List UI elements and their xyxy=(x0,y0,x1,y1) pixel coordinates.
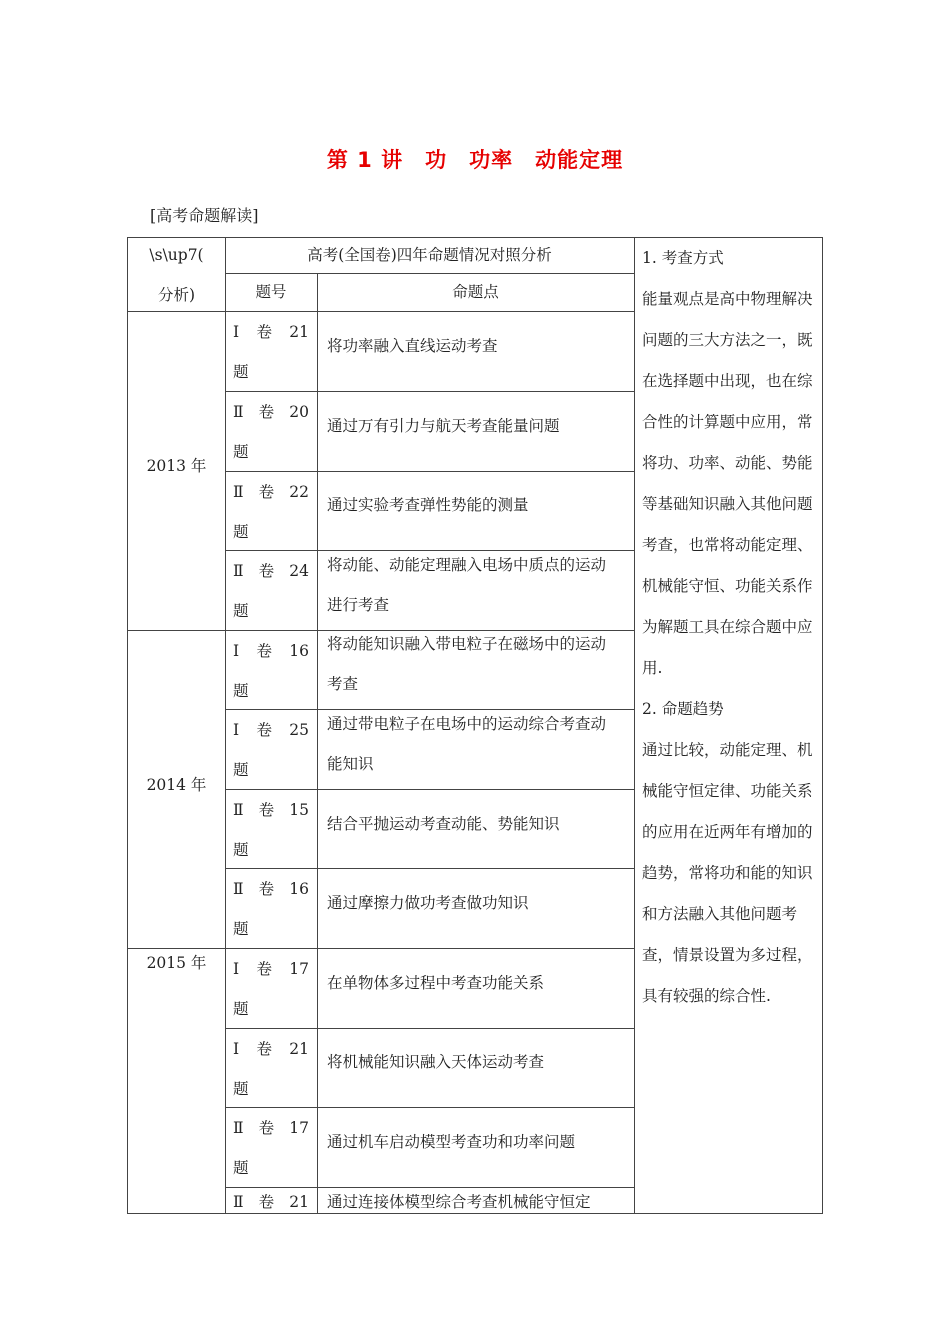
question-number: Ⅰ 卷 16 题 xyxy=(233,642,309,700)
corner-cell xyxy=(128,235,225,315)
topic-cell: 通过连接体模型综合考查机械能守恒定 xyxy=(327,1193,591,1211)
header-span: 高考(全国卷)四年命题情况对照分析 xyxy=(307,246,552,264)
question-number: Ⅰ 卷 17 题 xyxy=(233,960,309,1018)
col-header-topic: 命题点 xyxy=(452,283,499,301)
topic-cell: 将机械能知识融入天体运动考查 xyxy=(327,1053,545,1071)
side-paragraph-trend: 通过比较，动能定理、机械能守恒定律、功能关系的应用在近两年有增加的趋势，常将功和能的知识和方法融入其他问题考查，情景设置为多过程，具有较强的综合性. xyxy=(642,741,813,1005)
topic-cell: 将动能知识融入带电粒子在磁场中的运动考查 xyxy=(327,635,607,693)
section-label: [高考命题解读] xyxy=(150,206,259,225)
topic-cell: 将动能、动能定理融入电场中质点的运动进行考查 xyxy=(327,556,607,614)
topic-cell: 结合平抛运动考查动能、势能知识 xyxy=(327,815,560,833)
year-2015: 2015 年 xyxy=(146,954,207,972)
topic-cell: 通过带电粒子在电场中的运动综合考查动能知识 xyxy=(327,715,607,773)
question-number: Ⅰ 卷 21 题 xyxy=(233,323,309,381)
topic-cell: 通过实验考查弹性势能的测量 xyxy=(327,496,529,514)
question-number: Ⅱ 卷 16 题 xyxy=(233,880,309,938)
question-number: Ⅱ 卷 21 xyxy=(233,1193,309,1211)
year-2013: 2013 年 xyxy=(146,457,207,475)
question-number: Ⅱ 卷 22 题 xyxy=(233,483,309,541)
corner-line-1: \s\up7( xyxy=(149,246,204,264)
question-number: Ⅱ 卷 17 题 xyxy=(233,1119,309,1177)
topic-cell: 通过机车启动模型考查功和功率问题 xyxy=(327,1133,576,1151)
corner-line-2: 分析) xyxy=(157,286,196,304)
grid-line xyxy=(317,274,318,1213)
topic-cell: 通过摩擦力做功考查做功知识 xyxy=(327,894,529,912)
topic-cell: 通过万有引力与航天考查能量问题 xyxy=(327,417,560,435)
grid-line xyxy=(128,948,634,949)
side-paragraph-method: 能量观点是高中物理解决问题的三大方法之一，既在选择题中出现，也在综合性的计算题中应用，常将功、功率、动能、势能等基础知识融入其他问题考查，也常将动能定理、机械能守恒、功能关系作为解题工具在综合题中应用. xyxy=(642,290,813,677)
topic-cell: 在单物体多过程中考查功能关系 xyxy=(327,974,545,992)
side-commentary xyxy=(642,238,814,1017)
question-number: Ⅰ 卷 25 题 xyxy=(233,721,309,779)
question-number: Ⅱ 卷 24 题 xyxy=(233,562,309,620)
grid-line xyxy=(634,238,635,1213)
topic-cell: 将功率融入直线运动考查 xyxy=(327,337,498,355)
question-number: Ⅰ 卷 21 题 xyxy=(233,1040,309,1098)
exam-analysis-table xyxy=(127,237,823,1214)
side-heading-method: 1. 考查方式 xyxy=(642,249,724,267)
side-heading-trend: 2. 命题趋势 xyxy=(642,700,724,718)
question-number: Ⅱ 卷 15 题 xyxy=(233,801,309,859)
col-header-qno: 题号 xyxy=(255,283,287,301)
question-number: Ⅱ 卷 20 题 xyxy=(233,403,309,461)
year-2014: 2014 年 xyxy=(146,776,207,794)
page-title: 第 1 讲 功 功率 动能定理 xyxy=(326,148,624,172)
